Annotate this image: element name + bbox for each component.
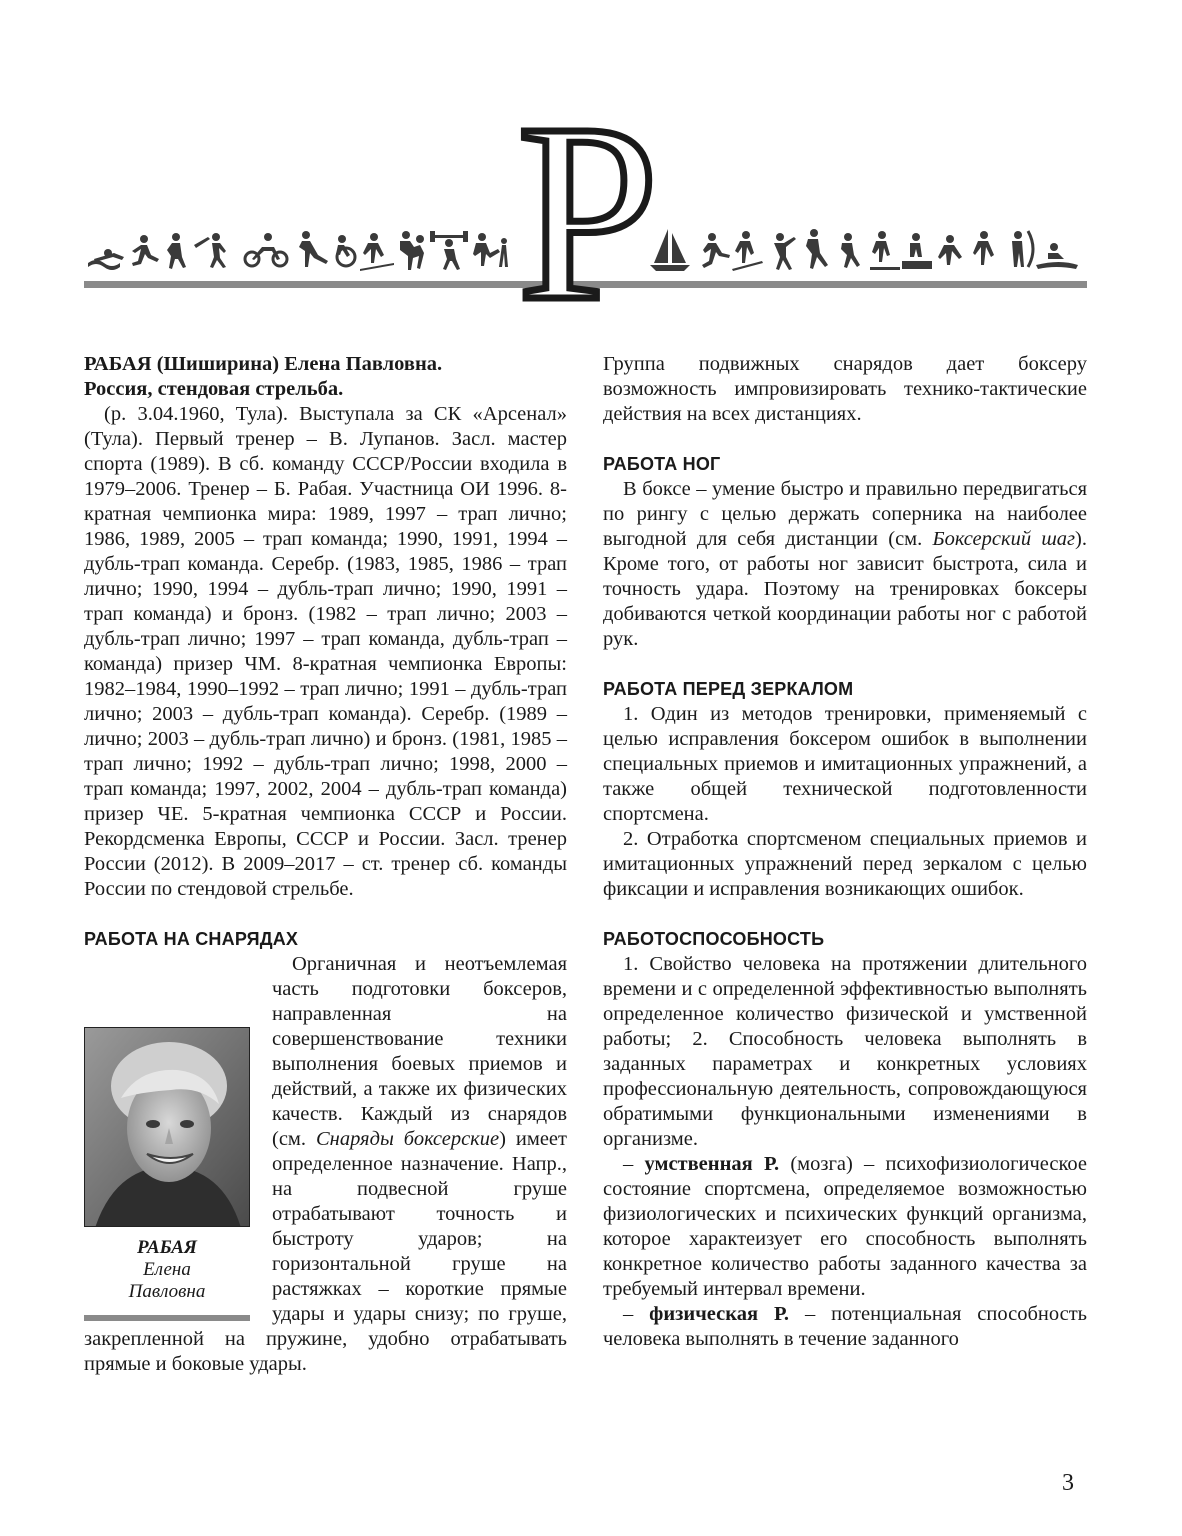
chapter-header <box>0 0 1182 354</box>
entry-text-part: ). Кроме того, от работы ног зависит быстрота, сила и точность удара. Поэтому на тренировках боксеры добиваются четкой координации работы ног с работой рук. <box>603 528 1087 650</box>
entry-text-part: В боксе – умение быстро и правильно передвигаться по рингу с целью держать соперника на наиболее выгодной для себя дистанции (см. <box>603 478 1087 550</box>
photo-caption <box>84 1237 250 1303</box>
continued-text: Группа подвижных снарядов дает боксеру возможность импровизировать технико-тактические действия на всех дистанциях. <box>603 353 1087 425</box>
entry-rabota-nog <box>603 452 1087 652</box>
entry-paragraph-2 <box>603 1152 1087 1302</box>
entry-subtitle: Россия, стендовая стрельба. <box>84 378 344 400</box>
photo-figure <box>84 1027 250 1321</box>
entry-paragraph-1: 1. Свойство человека на протяжении длительного времени и с определенной эффективностью выполнять определенное количество физической и умственной работы; 2. Способность человека выполнять в заданных параметрах и конкретных условиях профессиональную деятельность, сопровождающуюся обратимыми функциональными изменениями в организме. <box>603 953 1087 1150</box>
entry-text: (р. 3.04.1960, Тула). Выступала за СК «Арсенал» (Тула). Первый тренер – В. Лупанов. Засл. мастер спорта (1989). В сб. команду СССР/России входила в 1979–2006. Тренер – Б. Рабая. Участница ОИ 1996. 8-кратная чемпионка мира: 1989, 1997 – трап лично; 1986, 1989, 2005 – трап команда; 1990, 1991, 1994 – дубль-трап команда. Серебр. (1983, 1985, 1986 – трап лично; 1990, 1994 – дубль-трап лично; 1990, 1991 – трап команда) и бронз. (1982 – трап лично; 2003 – дубль-трап лично; 1997 – трап команда, дубль-трап – команда) призер ЧМ. 8-кратная чемпионка Европы: 1982–1984, 1990–1992 – трап лично; 1991 – дубль-трап лично; 2003 – дубль-трап команда). Серебр. (1989 – лично; 2003 – дубль-трап лично) и бронз. (1981, 1985 – трап лично; 1992 – дубль-трап лично; 1998, 2000 – трап команда; 1997, 2002, 2004 – дубль-трап команда) призер ЧЕ. 5-кратная чемпионка СССР и России. Рекордсменка Европы, СССР и России. Засл. тренер России (2012). В 2009–2017 – ст. тренер сб. команды России по стендовой стрельбе. <box>84 403 567 900</box>
entry-paragraph-2: 2. Отработка спортсменом специальных приемов и имитационных упражнений перед зеркалом с целью фиксации и исправления возникающих ошибок. <box>603 828 1087 900</box>
caption-rule <box>84 1315 250 1321</box>
entry-heading: РАБОТА НА СНАРЯДАХ <box>84 929 299 949</box>
entry-title: РАБАЯ (Шиширина) Елена Павловна. <box>84 353 443 375</box>
entry-rabota-pered-zerkalom <box>603 677 1087 902</box>
entry-paragraph-3 <box>603 1302 1087 1352</box>
subterm: физическая Р. <box>649 1303 790 1325</box>
chapter-letter: Р <box>517 72 659 354</box>
portrait-photo <box>84 1027 250 1227</box>
dash: – <box>623 1303 650 1325</box>
sport-pictograms-right <box>648 225 1080 275</box>
entry-heading: РАБОТА ПЕРЕД ЗЕРКАЛОМ <box>603 679 854 699</box>
subterm: умственная Р. <box>644 1153 780 1175</box>
right-column <box>603 352 1087 1352</box>
entry-rabotosposobnost <box>603 927 1087 1352</box>
entry-rabota-na-snaryadah <box>84 927 567 1377</box>
entry-paragraph-1: 1. Один из методов тренировки, применяемый с целью исправления боксером ошибок в выполнении специальных приемов и имитационных упражнений, а также общей технической подготовленности спортсмена. <box>603 703 1087 825</box>
portrait-image <box>85 1028 250 1227</box>
entry-heading: РАБОТА НОГ <box>603 454 721 474</box>
cross-reference: Боксерский шаг <box>932 528 1076 550</box>
entry-text-part: ) имеет определенное назначение. Напр., на подвесной груше отрабатывают точность и быстроту ударов; на горизонтальной груше на растяжках – короткие прямые удары и удары снизу; по груше, закрепленной на пружине, удобно отрабатывать прямые и боковые удары. <box>84 1128 567 1375</box>
sport-pictograms-left <box>84 225 514 275</box>
page-number: 3 <box>1062 1470 1074 1496</box>
entry-heading: РАБОТОСПОСОБНОСТЬ <box>603 929 825 949</box>
entry-rabaya <box>84 352 567 902</box>
entry-text <box>603 477 1087 652</box>
left-column <box>84 352 567 1377</box>
cross-reference: Снаряды боксерские <box>315 1128 500 1150</box>
entry-text-part: Органичная и неотъемлемая часть подготовки боксеров, направленная на совершенствование техники выполнения боевых приемов и действий, а также их физических качеств. Каждый из снарядов (см. <box>272 953 567 1150</box>
caption-patronymic: Павловна <box>128 1281 206 1302</box>
dash: – <box>623 1153 645 1175</box>
entry-text-part: (мозга) – психофизиологическое состояние спортсмена, определяемое возможностью физиологических и психических функций организма, которое характеизует его способность выполнять конкретное количество работы заданного качества за требуемый интервал времени. <box>603 1153 1087 1300</box>
caption-firstname: Елена <box>143 1259 191 1280</box>
entry-text-part: – потенциальная способность человека выполнять в течение заданного <box>603 1303 1088 1350</box>
caption-name: РАБАЯ <box>137 1237 197 1258</box>
